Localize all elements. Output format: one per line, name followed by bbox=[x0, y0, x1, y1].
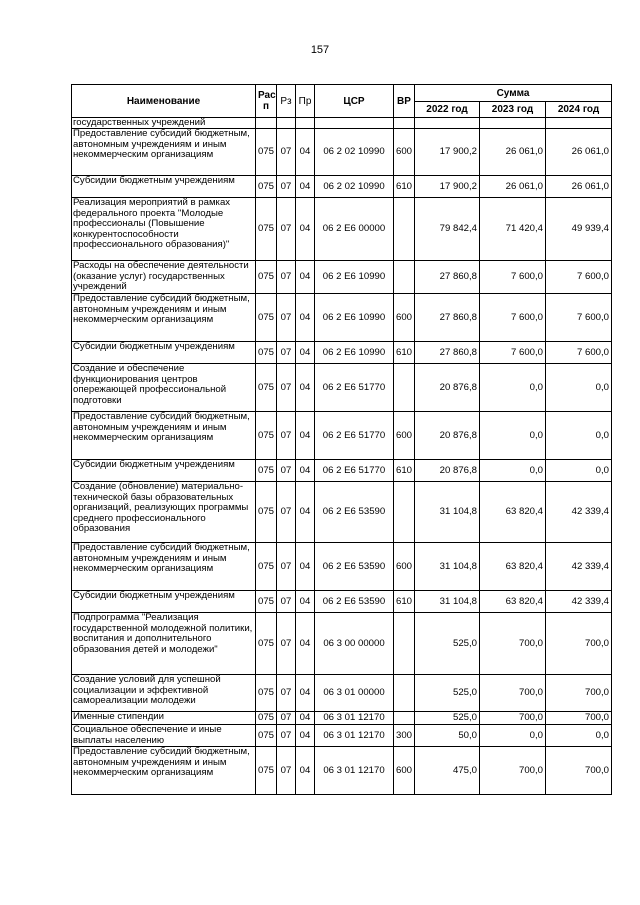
cell-sum-2024: 700,0 bbox=[546, 712, 612, 725]
cell-sum-2024: 42 339,4 bbox=[546, 591, 612, 613]
cell-csr: 06 2 E6 53590 bbox=[315, 543, 394, 591]
cell-vr: 610 bbox=[394, 176, 415, 198]
cell-rz bbox=[277, 118, 296, 129]
cell-sum-2022: 17 900,2 bbox=[415, 129, 480, 176]
cell-pr: 04 bbox=[296, 294, 315, 342]
cell-csr: 06 2 E6 53590 bbox=[315, 482, 394, 543]
cell-csr: 06 2 E6 10990 bbox=[315, 342, 394, 364]
table-row bbox=[72, 591, 612, 613]
cell-vr bbox=[394, 364, 415, 412]
cell-pr: 04 bbox=[296, 364, 315, 412]
cell-name: Реализация мероприятий в рамках федерального проекта "Молодые профессионалы (Повышение конкурентоспособности профессионального образования)" bbox=[72, 198, 256, 261]
cell-sum-2022: 525,0 bbox=[415, 712, 480, 725]
cell-vr: 300 bbox=[394, 725, 415, 747]
cell-sum-2022: 525,0 bbox=[415, 675, 480, 712]
cell-pr: 04 bbox=[296, 460, 315, 482]
cell-sum-2023: 63 820,4 bbox=[480, 591, 546, 613]
cell-sum-2024: 700,0 bbox=[546, 613, 612, 675]
cell-sum-2022: 27 860,8 bbox=[415, 261, 480, 294]
cell-sum-2024: 0,0 bbox=[546, 460, 612, 482]
cell-sum-2022: 27 860,8 bbox=[415, 294, 480, 342]
cell-sum-2023: 26 061,0 bbox=[480, 176, 546, 198]
table-row bbox=[72, 543, 612, 591]
cell-rz: 07 bbox=[277, 198, 296, 261]
cell-vr bbox=[394, 118, 415, 129]
cell-rasp: 075 bbox=[256, 675, 277, 712]
cell-rasp: 075 bbox=[256, 747, 277, 795]
cell-vr bbox=[394, 675, 415, 712]
cell-sum-2022: 31 104,8 bbox=[415, 543, 480, 591]
cell-name: Субсидии бюджетным учреждениям bbox=[72, 460, 256, 482]
cell-vr bbox=[394, 198, 415, 261]
table-row bbox=[72, 613, 612, 675]
table-row bbox=[72, 129, 612, 176]
cell-name: Предоставление субсидий бюджетным, автономным учреждениям и иным некоммерческим организациям bbox=[72, 412, 256, 460]
table-row bbox=[72, 176, 612, 198]
cell-name: Создание условий для успешной социализации и эффективной самореализации молодежи bbox=[72, 675, 256, 712]
cell-pr: 04 bbox=[296, 613, 315, 675]
cell-pr: 04 bbox=[296, 747, 315, 795]
cell-sum-2022: 50,0 bbox=[415, 725, 480, 747]
cell-name: Предоставление субсидий бюджетным, автономным учреждениям и иным некоммерческим организациям bbox=[72, 294, 256, 342]
cell-sum-2023: 7 600,0 bbox=[480, 261, 546, 294]
cell-sum-2023: 0,0 bbox=[480, 412, 546, 460]
cell-rz: 07 bbox=[277, 613, 296, 675]
cell-sum-2023: 700,0 bbox=[480, 712, 546, 725]
cell-sum-2024: 7 600,0 bbox=[546, 261, 612, 294]
cell-vr: 600 bbox=[394, 747, 415, 795]
cell-name: Предоставление субсидий бюджетным, автономным учреждениям и иным некоммерческим организациям bbox=[72, 129, 256, 176]
cell-name: Социальное обеспечение и иные выплаты населению bbox=[72, 725, 256, 747]
cell-vr: 600 bbox=[394, 294, 415, 342]
header-sum: Сумма bbox=[415, 85, 612, 102]
cell-sum-2023: 0,0 bbox=[480, 460, 546, 482]
cell-sum-2022: 31 104,8 bbox=[415, 591, 480, 613]
cell-sum-2023: 700,0 bbox=[480, 675, 546, 712]
cell-csr: 06 2 E6 51770 bbox=[315, 412, 394, 460]
cell-pr: 04 bbox=[296, 342, 315, 364]
budget-table bbox=[71, 84, 612, 795]
cell-sum-2022: 31 104,8 bbox=[415, 482, 480, 543]
cell-rasp bbox=[256, 118, 277, 129]
cell-pr: 04 bbox=[296, 176, 315, 198]
cell-sum-2024: 0,0 bbox=[546, 725, 612, 747]
cell-sum-2024: 700,0 bbox=[546, 675, 612, 712]
cell-rz: 07 bbox=[277, 129, 296, 176]
table-row bbox=[72, 747, 612, 795]
cell-rasp: 075 bbox=[256, 342, 277, 364]
cell-sum-2023: 7 600,0 bbox=[480, 342, 546, 364]
cell-pr: 04 bbox=[296, 675, 315, 712]
table-row bbox=[72, 118, 612, 129]
cell-vr: 610 bbox=[394, 342, 415, 364]
cell-rz: 07 bbox=[277, 591, 296, 613]
cell-sum-2022: 475,0 bbox=[415, 747, 480, 795]
cell-rasp: 075 bbox=[256, 482, 277, 543]
cell-rasp: 075 bbox=[256, 712, 277, 725]
table-row bbox=[72, 675, 612, 712]
cell-pr: 04 bbox=[296, 412, 315, 460]
cell-name: Создание и обеспечение функционирования центров опережающей профессиональной подготовки bbox=[72, 364, 256, 412]
cell-rz: 07 bbox=[277, 675, 296, 712]
cell-rasp: 075 bbox=[256, 129, 277, 176]
cell-name: Подпрограмма "Реализация государственной молодежной политики, воспитания и дополнительного образования детей и молодежи" bbox=[72, 613, 256, 675]
cell-csr: 06 2 02 10990 bbox=[315, 176, 394, 198]
cell-csr: 06 2 E6 51770 bbox=[315, 460, 394, 482]
cell-sum-2024: 26 061,0 bbox=[546, 176, 612, 198]
cell-rz: 07 bbox=[277, 294, 296, 342]
cell-rz: 07 bbox=[277, 460, 296, 482]
cell-vr bbox=[394, 712, 415, 725]
table-row bbox=[72, 261, 612, 294]
cell-vr: 600 bbox=[394, 543, 415, 591]
cell-sum-2023: 7 600,0 bbox=[480, 294, 546, 342]
cell-vr: 600 bbox=[394, 129, 415, 176]
cell-sum-2022: 525,0 bbox=[415, 613, 480, 675]
cell-sum-2024: 7 600,0 bbox=[546, 294, 612, 342]
header-year-2022: 2022 год bbox=[415, 102, 480, 118]
cell-rz: 07 bbox=[277, 176, 296, 198]
cell-name: Субсидии бюджетным учреждениям bbox=[72, 591, 256, 613]
cell-vr: 610 bbox=[394, 591, 415, 613]
header-csr: ЦСР bbox=[315, 85, 394, 118]
cell-rasp: 075 bbox=[256, 198, 277, 261]
header-name: Наименование bbox=[72, 85, 256, 118]
cell-vr bbox=[394, 261, 415, 294]
cell-pr bbox=[296, 118, 315, 129]
cell-name: Субсидии бюджетным учреждениям bbox=[72, 342, 256, 364]
cell-name: Субсидии бюджетным учреждениям bbox=[72, 176, 256, 198]
cell-rasp: 075 bbox=[256, 364, 277, 412]
table-row bbox=[72, 460, 612, 482]
cell-sum-2024: 0,0 bbox=[546, 412, 612, 460]
cell-vr bbox=[394, 613, 415, 675]
cell-csr: 06 2 E6 53590 bbox=[315, 591, 394, 613]
cell-name: Предоставление субсидий бюджетным, автономным учреждениям и иным некоммерческим организациям bbox=[72, 543, 256, 591]
cell-rz: 07 bbox=[277, 342, 296, 364]
cell-name: Именные стипендии bbox=[72, 712, 256, 725]
cell-sum-2022: 20 876,8 bbox=[415, 364, 480, 412]
cell-sum-2023: 700,0 bbox=[480, 613, 546, 675]
cell-sum-2024: 0,0 bbox=[546, 364, 612, 412]
header-year-2024: 2024 год bbox=[546, 102, 612, 118]
table-row bbox=[72, 412, 612, 460]
cell-sum-2023 bbox=[480, 118, 546, 129]
cell-sum-2024: 42 339,4 bbox=[546, 543, 612, 591]
cell-pr: 04 bbox=[296, 712, 315, 725]
cell-rasp: 075 bbox=[256, 412, 277, 460]
cell-csr: 06 2 E6 51770 bbox=[315, 364, 394, 412]
cell-rz: 07 bbox=[277, 725, 296, 747]
cell-rz: 07 bbox=[277, 712, 296, 725]
cell-sum-2022: 79 842,4 bbox=[415, 198, 480, 261]
header-rz: Рз bbox=[277, 85, 296, 118]
cell-name: Предоставление субсидий бюджетным, автономным учреждениям и иным некоммерческим организациям bbox=[72, 747, 256, 795]
cell-sum-2023: 0,0 bbox=[480, 725, 546, 747]
header-pr: Пр bbox=[296, 85, 315, 118]
cell-pr: 04 bbox=[296, 482, 315, 543]
table-row bbox=[72, 712, 612, 725]
page-number: 157 bbox=[310, 44, 330, 56]
cell-csr: 06 2 E6 10990 bbox=[315, 261, 394, 294]
cell-sum-2024 bbox=[546, 118, 612, 129]
cell-sum-2024: 49 939,4 bbox=[546, 198, 612, 261]
table-row bbox=[72, 725, 612, 747]
table-body bbox=[72, 118, 612, 795]
cell-name: государственных учреждений bbox=[72, 118, 256, 129]
cell-rasp: 075 bbox=[256, 176, 277, 198]
cell-rasp: 075 bbox=[256, 261, 277, 294]
cell-rz: 07 bbox=[277, 543, 296, 591]
cell-pr: 04 bbox=[296, 543, 315, 591]
header-row-top bbox=[72, 85, 612, 102]
cell-sum-2022: 20 876,8 bbox=[415, 460, 480, 482]
header-rasp: Рас п bbox=[256, 85, 277, 118]
cell-sum-2022: 27 860,8 bbox=[415, 342, 480, 364]
cell-name: Расходы на обеспечение деятельности (оказание услуг) государственных учреждений bbox=[72, 261, 256, 294]
cell-csr: 06 3 01 00000 bbox=[315, 675, 394, 712]
cell-pr: 04 bbox=[296, 725, 315, 747]
cell-sum-2023: 700,0 bbox=[480, 747, 546, 795]
cell-pr: 04 bbox=[296, 261, 315, 294]
cell-rz: 07 bbox=[277, 482, 296, 543]
cell-csr: 06 3 01 12170 bbox=[315, 725, 394, 747]
table-row bbox=[72, 342, 612, 364]
cell-csr: 06 2 02 10990 bbox=[315, 129, 394, 176]
cell-csr bbox=[315, 118, 394, 129]
cell-csr: 06 3 01 12170 bbox=[315, 747, 394, 795]
cell-rasp: 075 bbox=[256, 460, 277, 482]
cell-sum-2023: 71 420,4 bbox=[480, 198, 546, 261]
cell-csr: 06 3 01 12170 bbox=[315, 712, 394, 725]
cell-csr: 06 2 E6 00000 bbox=[315, 198, 394, 261]
cell-sum-2023: 63 820,4 bbox=[480, 482, 546, 543]
cell-pr: 04 bbox=[296, 129, 315, 176]
cell-sum-2023: 0,0 bbox=[480, 364, 546, 412]
cell-vr bbox=[394, 482, 415, 543]
cell-pr: 04 bbox=[296, 591, 315, 613]
cell-pr: 04 bbox=[296, 198, 315, 261]
header-year-2023: 2023 год bbox=[480, 102, 546, 118]
cell-rasp: 075 bbox=[256, 725, 277, 747]
table-row bbox=[72, 294, 612, 342]
cell-sum-2022: 17 900,2 bbox=[415, 176, 480, 198]
cell-name: Создание (обновление) материально-технической базы образовательных организаций, реализующих программы среднего профессионального образования bbox=[72, 482, 256, 543]
cell-rz: 07 bbox=[277, 747, 296, 795]
cell-vr: 600 bbox=[394, 412, 415, 460]
cell-csr: 06 2 E6 10990 bbox=[315, 294, 394, 342]
cell-rasp: 075 bbox=[256, 294, 277, 342]
table-row bbox=[72, 364, 612, 412]
cell-csr: 06 3 00 00000 bbox=[315, 613, 394, 675]
cell-rasp: 075 bbox=[256, 591, 277, 613]
cell-sum-2023: 26 061,0 bbox=[480, 129, 546, 176]
cell-rz: 07 bbox=[277, 412, 296, 460]
cell-vr: 610 bbox=[394, 460, 415, 482]
cell-rz: 07 bbox=[277, 261, 296, 294]
table-row bbox=[72, 482, 612, 543]
cell-sum-2024: 7 600,0 bbox=[546, 342, 612, 364]
cell-sum-2022 bbox=[415, 118, 480, 129]
cell-sum-2022: 20 876,8 bbox=[415, 412, 480, 460]
header-vr: ВР bbox=[394, 85, 415, 118]
table-row bbox=[72, 198, 612, 261]
cell-rz: 07 bbox=[277, 364, 296, 412]
cell-sum-2024: 42 339,4 bbox=[546, 482, 612, 543]
cell-rasp: 075 bbox=[256, 613, 277, 675]
cell-rasp: 075 bbox=[256, 543, 277, 591]
cell-sum-2024: 700,0 bbox=[546, 747, 612, 795]
cell-sum-2024: 26 061,0 bbox=[546, 129, 612, 176]
cell-sum-2023: 63 820,4 bbox=[480, 543, 546, 591]
